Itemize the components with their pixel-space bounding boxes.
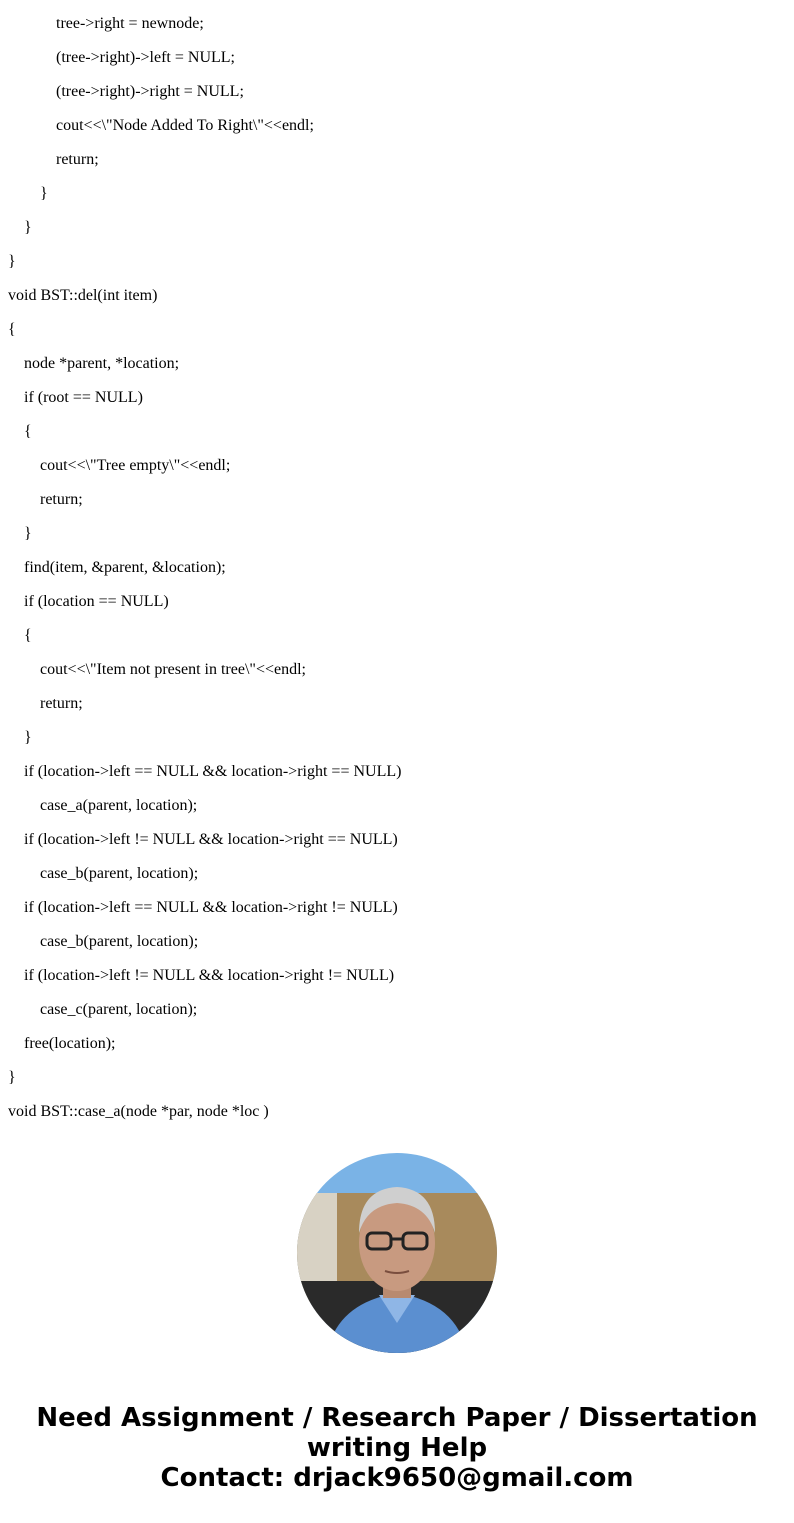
code-line: { (24, 423, 32, 440)
code-line: void BST::del(int item) (8, 287, 158, 304)
code-line: cout<<\"Item not present in tree\"<<endl; (40, 661, 306, 678)
code-line: } (8, 1069, 16, 1086)
code-line: return; (56, 151, 99, 168)
code-line: return; (40, 491, 83, 508)
footer-line-1: Need Assignment / Research Paper / Dissertation (36, 1403, 758, 1433)
code-line: } (24, 219, 32, 236)
code-line: if (location->left != NULL && location->right == NULL) (24, 831, 398, 848)
code-line: } (8, 253, 16, 270)
code-line: void BST::case_a(node *par, node *loc ) (8, 1103, 269, 1120)
avatar-wall-left (297, 1193, 337, 1353)
code-line: { (24, 627, 32, 644)
code-line: if (location == NULL) (24, 593, 169, 610)
contact-footer (0, 1403, 794, 1493)
code-line: (tree->right)->right = NULL; (56, 83, 244, 100)
code-line: } (24, 525, 32, 542)
code-line: } (40, 185, 48, 202)
code-line: case_a(parent, location); (40, 797, 198, 814)
presenter-portrait-icon (297, 1153, 497, 1353)
footer-line-2: writing Help (306, 1433, 488, 1463)
code-line: case_b(parent, location); (40, 865, 199, 882)
code-line: (tree->right)->left = NULL; (56, 49, 235, 66)
code-line: if (location->left == NULL && location->right == NULL) (24, 763, 402, 780)
code-line: free(location); (24, 1035, 116, 1052)
code-line: { (8, 321, 16, 338)
code-line: if (root == NULL) (24, 389, 143, 406)
footer-contact-email: Contact: drjack9650@gmail.com (160, 1463, 634, 1493)
code-line: tree->right = newnode; (56, 15, 204, 32)
code-line: cout<<\"Tree empty\"<<endl; (40, 457, 231, 474)
code-line: return; (40, 695, 83, 712)
code-line: if (location->left != NULL && location->right != NULL) (24, 967, 395, 984)
code-line: cout<<\"Node Added To Right\"<<endl; (56, 117, 314, 134)
code-listing (8, 7, 401, 1129)
avatar (297, 1153, 497, 1353)
code-line: node *parent, *location; (24, 355, 180, 372)
code-line: if (location->left == NULL && location->right != NULL) (24, 899, 398, 916)
code-line: case_b(parent, location); (40, 933, 199, 950)
code-line: case_c(parent, location); (40, 1001, 198, 1018)
code-line: } (24, 729, 32, 746)
code-line: find(item, &parent, &location); (24, 559, 226, 576)
